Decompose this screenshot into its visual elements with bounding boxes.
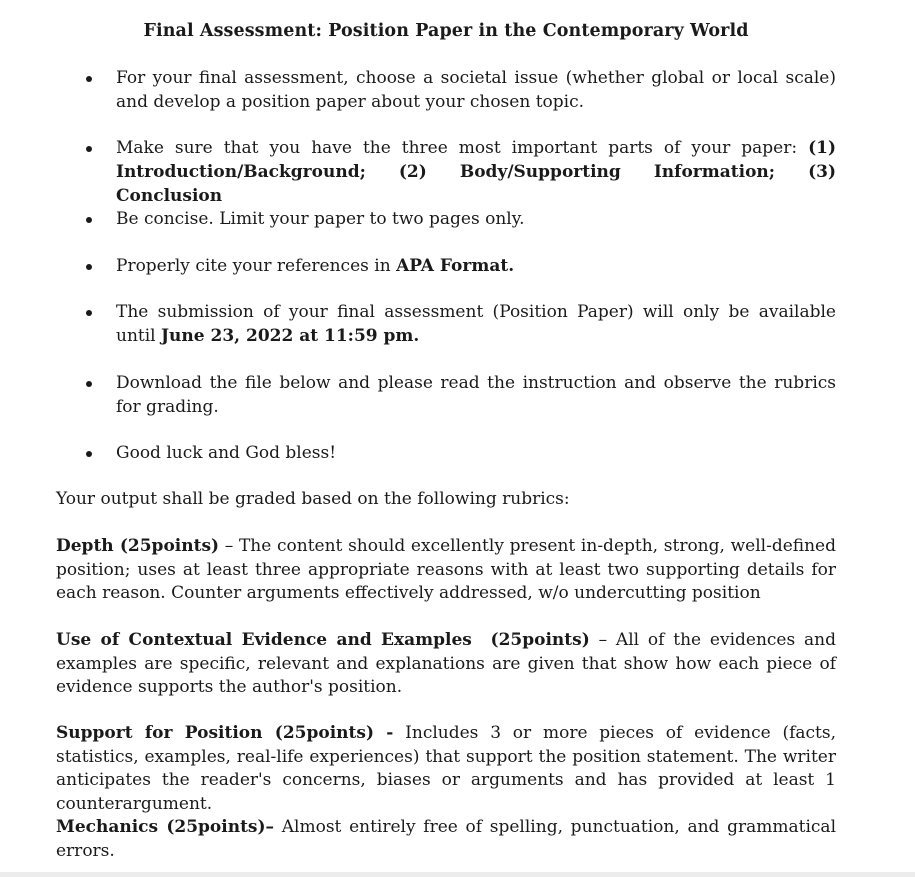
list-item-text: Be concise. Limit your paper to two pages only.	[116, 209, 525, 229]
rubric-heading: Use of Contextual Evidence and Examples (25points)	[56, 630, 590, 650]
rubric-heading: Support for Position (25points) -	[56, 723, 394, 743]
rubric-separator	[274, 817, 282, 837]
rubric-separator: –	[219, 536, 239, 556]
page-bottom-edge	[0, 872, 915, 877]
list-item-text	[116, 300, 836, 348]
list-item-text-regular: The submission of your final assessment (Position Paper) will only be available until	[116, 302, 836, 346]
rubric-mechanics	[56, 816, 836, 863]
document-title: Final Assessment: Position Paper in the Contemporary World	[143, 21, 749, 41]
rubric-text: All of the evidences and examples are specific, relevant and explanations are given that show how each piece of evidence supports the author's position.	[56, 630, 836, 697]
rubric-separator: –	[589, 630, 616, 650]
rubric-text: Almost entirely free of spelling, punctuation, and grammatical errors.	[56, 817, 837, 861]
list-item-text: Download the file below and please read the instruction and observe the rubrics for grading.	[116, 373, 836, 417]
rubric-text: Includes 3 or more pieces of evidence (facts, statistics, examples, real-life experiences) that support the position statement. The writer anticipates the reader's concerns, biases or arguments and has provided at least 1 counterargument.	[56, 723, 836, 814]
rubrics-intro: Your output shall be graded based on the following rubrics:	[56, 489, 570, 509]
bullet-icon	[86, 310, 92, 316]
rubric-depth	[56, 535, 836, 606]
list-item-text: For your final assessment, choose a societal issue (whether global or local scale) and develop a position paper about your chosen topic.	[116, 68, 836, 112]
rubric-contextual-evidence	[56, 629, 836, 700]
rubric-text: The content should excellently present in-depth, strong, well-defined position; uses at least three appropriate reasons with at least two supporting details for each reason. Counter arguments effectively addressed, w/o undercutting position	[56, 536, 837, 603]
bullet-icon	[86, 381, 92, 387]
list-item-text-bold: June 23, 2022 at 11:59 pm.	[161, 326, 420, 346]
list-item-text-bold: APA Format.	[396, 256, 515, 276]
list-item-text	[116, 136, 836, 208]
rubric-heading: Mechanics (25points)–	[56, 817, 275, 837]
bullet-icon	[86, 451, 92, 457]
bullet-icon	[86, 264, 92, 270]
list-item-text	[116, 254, 836, 278]
bullet-icon	[86, 146, 92, 152]
list-item-text: Good luck and God bless!	[116, 443, 337, 463]
rubric-separator	[393, 723, 405, 743]
bullet-icon	[86, 217, 92, 223]
rubric-heading: Depth (25points)	[56, 536, 220, 556]
list-item-text-bold: (1) Introduction/Background; (2) Body/Supporting Information; (3) Conclusion	[116, 138, 836, 206]
list-item-text-regular: Properly cite your references in	[116, 256, 397, 276]
list-item-text-regular: Make sure that you have the three most important parts of your paper:	[116, 138, 809, 158]
rubric-support-for-position	[56, 722, 836, 816]
bullet-icon	[86, 76, 92, 82]
